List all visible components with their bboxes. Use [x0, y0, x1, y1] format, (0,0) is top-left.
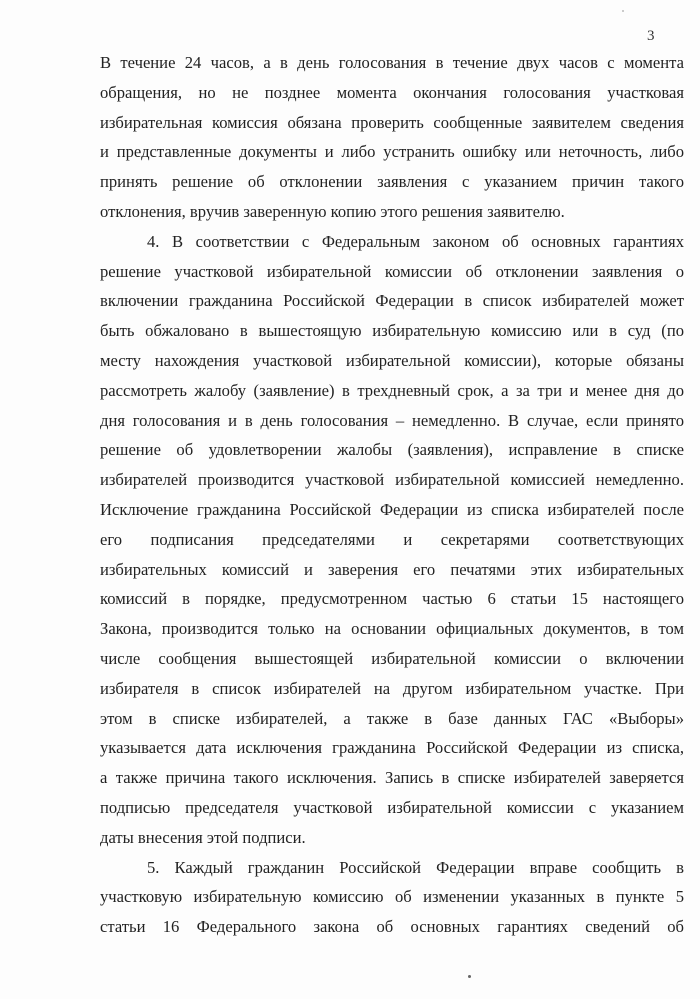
page-number: 3: [647, 28, 655, 44]
text-line: 5. Каждый гражданин Российской Федерации вправе сообщить в: [147, 857, 684, 877]
text-line: обращения, но не позднее момента окончания голосования участковая: [100, 82, 684, 102]
text-line: Исключение гражданина Российской Федерации из списка избирателей после: [100, 499, 684, 519]
scan-speck: [622, 10, 624, 12]
text-line: статьи 16 Федерального закона об основных гарантиях сведений об: [100, 917, 684, 937]
text-line: избирателей производится участковой избирательной комиссией немедленно.: [100, 470, 684, 490]
text-line: избирательная комиссия обязана проверить сообщенные заявителем сведения: [100, 112, 684, 132]
text-line: даты внесения этой подписи.: [100, 827, 306, 847]
scan-speck: [468, 975, 471, 978]
text-line: подписью председателя участковой избирательной комиссии с указанием: [100, 797, 684, 817]
text-line: этом в списке избирателей, а также в базе данных ГАС «Выборы»: [100, 708, 684, 728]
text-line: участковую избирательную комиссию об изменении указанных в пункте 5: [100, 887, 684, 907]
text-line: его подписания председателями и секретарями соответствующих: [100, 529, 684, 549]
text-line: 4. В соответствии с Федеральным законом об основных гарантиях: [147, 231, 684, 251]
text-line: комиссий в порядке, предусмотренном частью 6 статьи 15 настоящего: [100, 589, 684, 609]
text-line: указывается дата исключения гражданина Российской Федерации из списка,: [100, 738, 684, 758]
text-line: быть обжаловано в вышестоящую избирательную комиссию или в суд (по: [100, 321, 684, 341]
text-line: рассмотреть жалобу (заявление) в трехдневный срок, а за три и менее дня до: [100, 380, 684, 400]
text-line: а также причина такого исключения. Запись в списке избирателей заверяется: [100, 768, 684, 788]
text-line: Закона, производится только на основании официальных документов, в том: [100, 619, 684, 639]
text-line: избирательных комиссий и заверения его печатями этих избирательных: [100, 559, 684, 579]
text-line: числе сообщения вышестоящей избирательной комиссии о включении: [100, 648, 684, 668]
text-line: избирателя в список избирателей на другом избирательном участке. При: [100, 678, 684, 698]
document-body: [100, 48, 684, 942]
text-line: решение об удовлетворении жалобы (заявления), исправление в списке: [100, 440, 684, 460]
text-line: принять решение об отклонении заявления с указанием причин такого: [100, 172, 684, 192]
paragraph: [100, 227, 684, 853]
text-line: дня голосования и в день голосования – немедленно. В случае, если принято: [100, 410, 684, 430]
text-line: и представленные документы и либо устранить ошибку или неточность, либо: [100, 142, 684, 162]
text-line: месту нахождения участковой избирательной комиссии), которые обязаны: [100, 350, 684, 370]
text-line: решение участковой избирательной комиссии об отклонении заявления о: [100, 261, 684, 281]
text-line: включении гражданина Российской Федерации в список избирателей может: [100, 291, 684, 311]
paragraph: [100, 48, 684, 227]
text-line: отклонения, вручив заверенную копию этого решения заявителю.: [100, 201, 565, 221]
text-line: В течение 24 часов, а в день голосования в течение двух часов с момента: [100, 53, 684, 72]
paragraph: [100, 853, 684, 942]
